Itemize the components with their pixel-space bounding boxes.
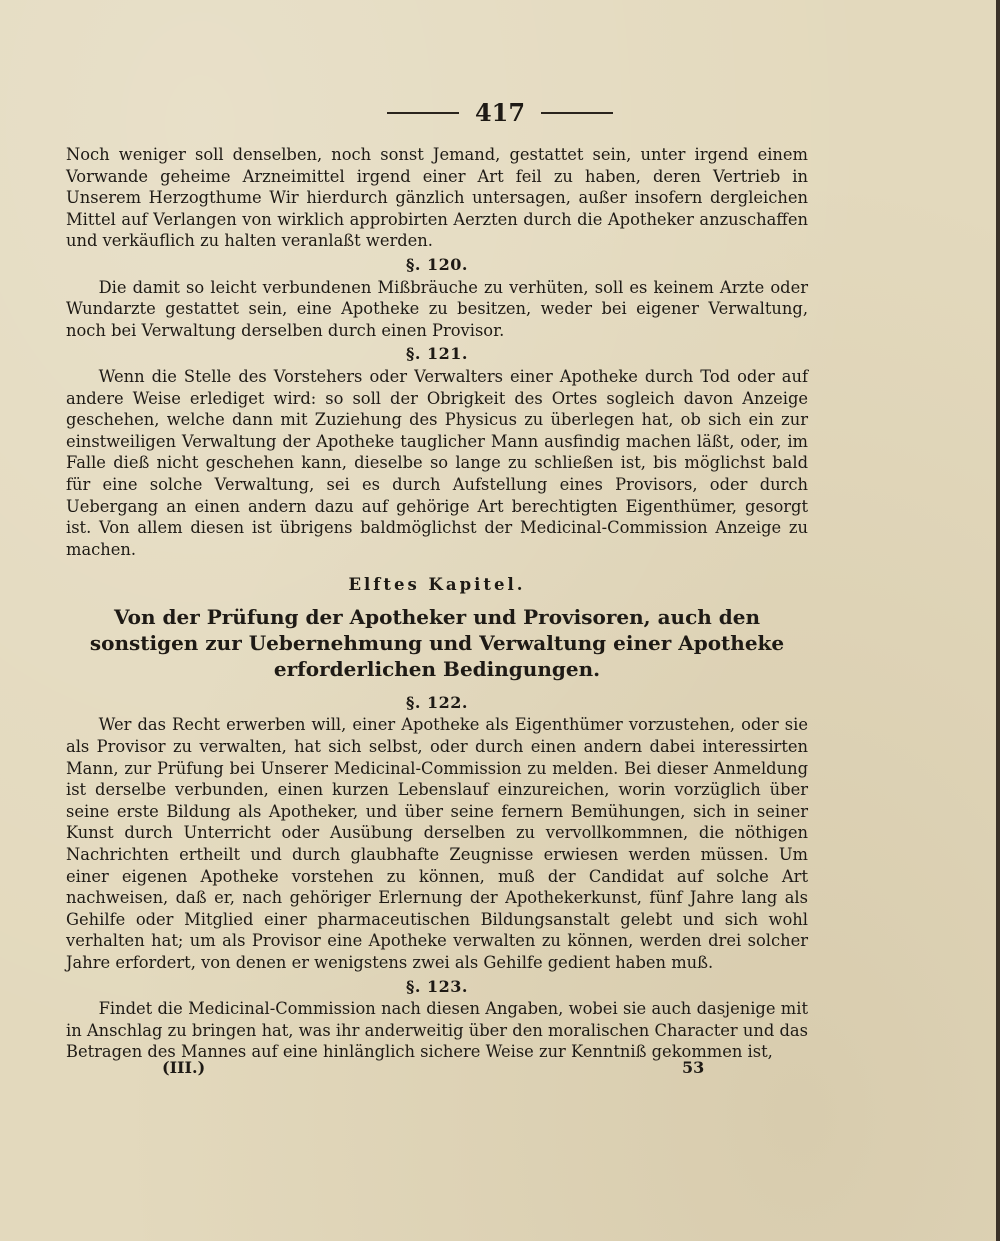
chapter-title: Von der Prüfung der Apotheker und Provisoren, auch den sonstigen zur Uebernehmung und Verwaltung einer Apotheke erforderlichen Bedingungen. [89, 604, 785, 681]
page-footer [0, 1058, 1000, 1082]
body-text [66, 144, 808, 1063]
header-rule-left [387, 112, 459, 114]
paragraph-120: Die damit so leicht verbundenen Mißbräuche zu verhüten, soll es keinem Arzte oder Wundarzte gestattet sein, eine Apotheke zu besitzen, weder bei eigener Verwaltung, noch bei Verwaltung derselben durch einen Provisor. [66, 277, 808, 340]
section-123-heading: §. 123. [406, 976, 468, 996]
page-edge [996, 0, 1000, 1241]
signature-mark: (III.) [162, 1058, 206, 1077]
paragraph-119-continued: Noch weniger soll denselben, noch sonst Jemand, gestattet sein, unter irgend einem Vorwande geheime Arzneimittel irgend einer Art feil zu haben, deren Vertrieb in Unserem Herzogthume Wir hierdurch gänzlich untersagen, außer insofern dergleichen Mittel auf Verlangen von wirklich approbirten Aerzten durch die Apotheker anzuschaffen und verkäuflich zu halten veranlaßt werden. [66, 145, 808, 251]
section-121-heading: §. 121. [406, 344, 468, 364]
chapter-heading: Elftes Kapitel. [348, 575, 526, 595]
section-122-heading: §. 122. [406, 692, 468, 712]
leaf-number: 53 [682, 1058, 705, 1077]
section-120-heading: §. 120. [406, 254, 468, 274]
page-header [0, 98, 1000, 127]
header-rule-right [541, 112, 613, 114]
paragraph-123: Findet die Medicinal-Commission nach diesen Angaben, wobei sie auch dasjenige mit in Anschlag zu bringen hat, was ihr anderweitig über den moralischen Character und das Betragen des Mannes auf eine hinlänglich sichere Weise zur Kenntniß gekommen ist, [66, 999, 808, 1062]
page-number: 417 [474, 98, 526, 127]
paragraph-122: Wer das Recht erwerben will, einer Apotheke als Eigenthümer vorzustehen, oder sie als Provisor zu verwalten, hat sich selbst, oder durch einen andern dabei interessirten Mann, zur Prüfung bei Unserer Medicinal-Commission zu melden. Bei dieser Anmeldung ist derselbe verbunden, einen kurzen Lebenslauf einzureichen, worin vorzüglich über seine erste Bildung als Apotheker, und über seine fernern Bemühungen, sich in seiner Kunst durch Unterricht oder Ausübung derselben zu vervollkommnen, die nöthigen Nachrichten ertheilt und durch glaubhafte Zeugnisse erwiesen werden müssen. Um einer eigenen Apotheke vorstehen zu können, muß der Candidat auf solche Art nachweisen, daß er, nach gehöriger Erlernung der Apothekerkunst, fünf Jahre lang als Gehilfe oder Mitglied einer pharmaceutischen Bildungsanstalt gelebt und sich wohl verhalten hat; um als Provisor eine Apotheke verwalten zu können, werden drei solcher Jahre erfordert, von denen er wenigstens zwei als Gehilfe gedient haben muß. [66, 715, 808, 972]
paragraph-121: Wenn die Stelle des Vorstehers oder Verwalters einer Apotheke durch Tod oder auf andere Weise erlediget wird: so soll der Obrigkeit des Ortes sogleich davon Anzeige geschehen, welche dann mit Zuziehung des Physicus zu überlegen hat, ob sich ein zur einstweiligen Verwaltung der Apotheke tauglicher Mann ausfindig machen läßt, oder, im Falle dieß nicht geschehen kann, dieselbe so lange zu schließen ist, bis möglichst bald für eine solche Verwaltung, sei es durch Aufstellung eines Provisors, oder durch Uebergang an einen andern dazu auf gehörige Art berechtigten Eigenthümer, gesorgt ist. Von allem diesen ist übrigens baldmöglichst der Medicinal-Commission Anzeige zu machen. [66, 366, 808, 559]
